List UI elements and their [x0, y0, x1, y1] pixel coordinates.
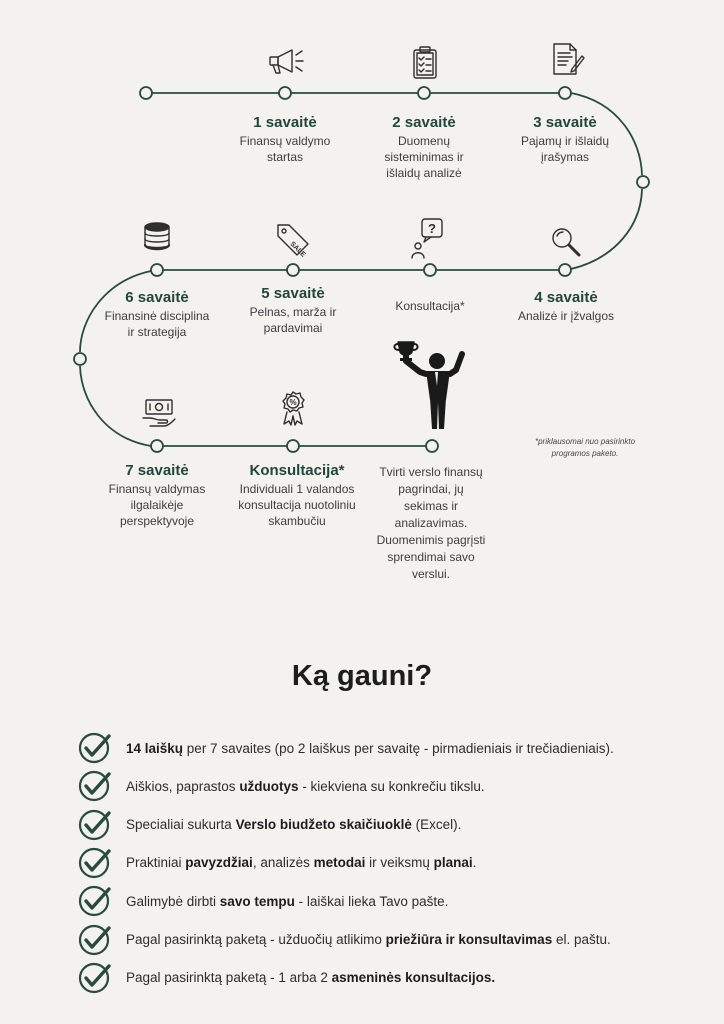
step-desc-line: Finansų valdymas: [108, 482, 206, 496]
benefit-item: [78, 923, 698, 957]
step-desc-line: Pajamų ir išlaidų: [520, 134, 610, 148]
benefit-text: Galimybė dirbti savo tempu - laiškai lieka Tavo pašte.: [126, 893, 449, 909]
step-title: 4 savaitė: [534, 289, 598, 306]
step-consultation-1: [360, 298, 500, 314]
benefit-item: [78, 731, 698, 765]
step-title: 6 savaitė: [125, 289, 189, 306]
node-turn-left: [74, 353, 86, 365]
step-week-1: [215, 113, 355, 165]
node-week-3: [559, 87, 571, 99]
checkmark-circle-icon: [78, 884, 112, 918]
benefits-title: Ką gauni?: [291, 660, 433, 692]
award-badge-icon: [283, 392, 304, 425]
step-desc-line: Finansų valdymo: [239, 134, 331, 148]
step-desc-line: verslui.: [411, 567, 450, 581]
benefit-text: Pagal pasirinktą paketą - užduočių atlikimo priežiūra ir konsultavimas el. paštu.: [126, 932, 611, 947]
node-week-5: [287, 264, 299, 276]
step-week-4: [491, 288, 641, 324]
clipboard-checklist-icon: [414, 47, 436, 78]
svg-text:%: %: [289, 398, 297, 407]
node-consultation-1: [424, 264, 436, 276]
step-desc-line: Individuali 1 valandos: [239, 482, 355, 496]
trophy-person-icon: [394, 342, 462, 429]
step-desc-line: pardavimai: [263, 321, 323, 335]
checkmark-circle-icon: [78, 961, 112, 995]
checkmark-circle-icon: [78, 923, 112, 957]
footnote: [520, 436, 650, 460]
benefit-item: [78, 846, 698, 880]
node-week-1: [279, 87, 291, 99]
step-title: 1 savaitė: [253, 114, 317, 131]
step-desc-line: Finansinė disciplina: [104, 309, 210, 323]
node-turn-right: [637, 176, 649, 188]
step-week-5: [218, 284, 368, 336]
node-week-2: [418, 87, 430, 99]
step-week-6: [82, 288, 232, 340]
step-desc-line: pagrindai, jų: [398, 482, 464, 496]
document-pen-icon: [554, 44, 584, 74]
step-consultation-2: [217, 461, 377, 529]
checkmark-circle-icon: [78, 769, 112, 803]
step-desc-line: perspektyvoje: [119, 514, 195, 528]
step-desc-line: išlaidų analizė: [386, 166, 462, 180]
sale-tag-icon: [278, 225, 308, 259]
step-title: 7 savaitė: [125, 462, 189, 479]
step-title: Konsultacija*: [249, 462, 345, 479]
magnifier-icon: [553, 229, 579, 255]
start-node: [140, 87, 152, 99]
benefit-item: [78, 884, 698, 918]
node-week-7: [151, 440, 163, 452]
step-week-3: [495, 113, 635, 165]
step-desc-line: skambučiu: [268, 514, 326, 528]
step-desc-line: Duomenų: [397, 134, 451, 148]
checkmark-circle-icon: [78, 731, 112, 765]
benefit-item: [78, 769, 698, 803]
benefit-text: 14 laiškų per 7 savaites (po 2 laiškus per savaitę - pirmadieniais ir trečiadieniais).: [126, 740, 614, 756]
step-title: 2 savaitė: [392, 114, 456, 131]
step-desc-line: Tvirti verslo finansų: [379, 465, 483, 479]
step-desc-line: konsultacija nuotoliniu: [238, 498, 356, 512]
node-consultation-2: [287, 440, 299, 452]
megaphone-icon: [270, 50, 303, 73]
money-hand-icon: [143, 400, 175, 426]
step-week-7: [82, 461, 232, 529]
benefit-item: [78, 808, 698, 842]
node-finish: [426, 440, 438, 452]
step-desc-line: ilgalaikėje: [130, 498, 184, 512]
step-desc-line: ir strategija: [127, 325, 187, 339]
coin-stack-icon: [145, 223, 169, 250]
checkmark-circle-icon: [78, 846, 112, 880]
step-desc-line: analizavimas.: [394, 516, 468, 530]
benefit-text: Praktiniai pavyzdžiai, analizės metodai ir veiksmų planai.: [126, 855, 477, 871]
step-finish: [356, 464, 506, 583]
step-title: 3 savaitė: [533, 114, 597, 131]
step-desc-line: Duomenimis pagrįsti: [376, 533, 486, 547]
step-desc-line: įrašymas: [540, 150, 589, 164]
benefit-item: [78, 961, 698, 995]
benefit-text: Aiškios, paprastos užduotys - kiekviena su konkrečiu tikslu.: [126, 778, 485, 794]
svg-text:?: ?: [428, 221, 436, 236]
step-desc-line: Konsultacija*: [395, 299, 465, 313]
step-desc-line: sprendimai savo: [387, 550, 475, 564]
svg-text:SALE: SALE: [288, 240, 307, 259]
node-week-6: [151, 264, 163, 276]
footnote-line: programos paketo.: [551, 449, 619, 458]
benefit-text: Pagal pasirinktą paketą - 1 arba 2 asmeninės konsultacijos.: [126, 970, 496, 986]
node-week-4: [559, 264, 571, 276]
step-desc-line: sisteminimas ir: [384, 150, 464, 164]
step-desc-line: Analizė ir įžvalgos: [517, 309, 615, 323]
step-desc-line: startas: [266, 150, 303, 164]
step-title: 5 savaitė: [261, 285, 325, 302]
step-desc-line: sekimas ir: [403, 499, 458, 513]
person-question-icon: [412, 219, 442, 258]
benefit-text: Specialiai sukurta Verslo biudžeto skaičiuoklė (Excel).: [126, 817, 462, 833]
step-desc-line: Pelnas, marža ir: [249, 305, 337, 319]
checkmark-circle-icon: [78, 808, 112, 842]
footnote-line: *priklausomai nuo pasirinkto: [534, 437, 636, 446]
step-week-2: [354, 113, 494, 181]
